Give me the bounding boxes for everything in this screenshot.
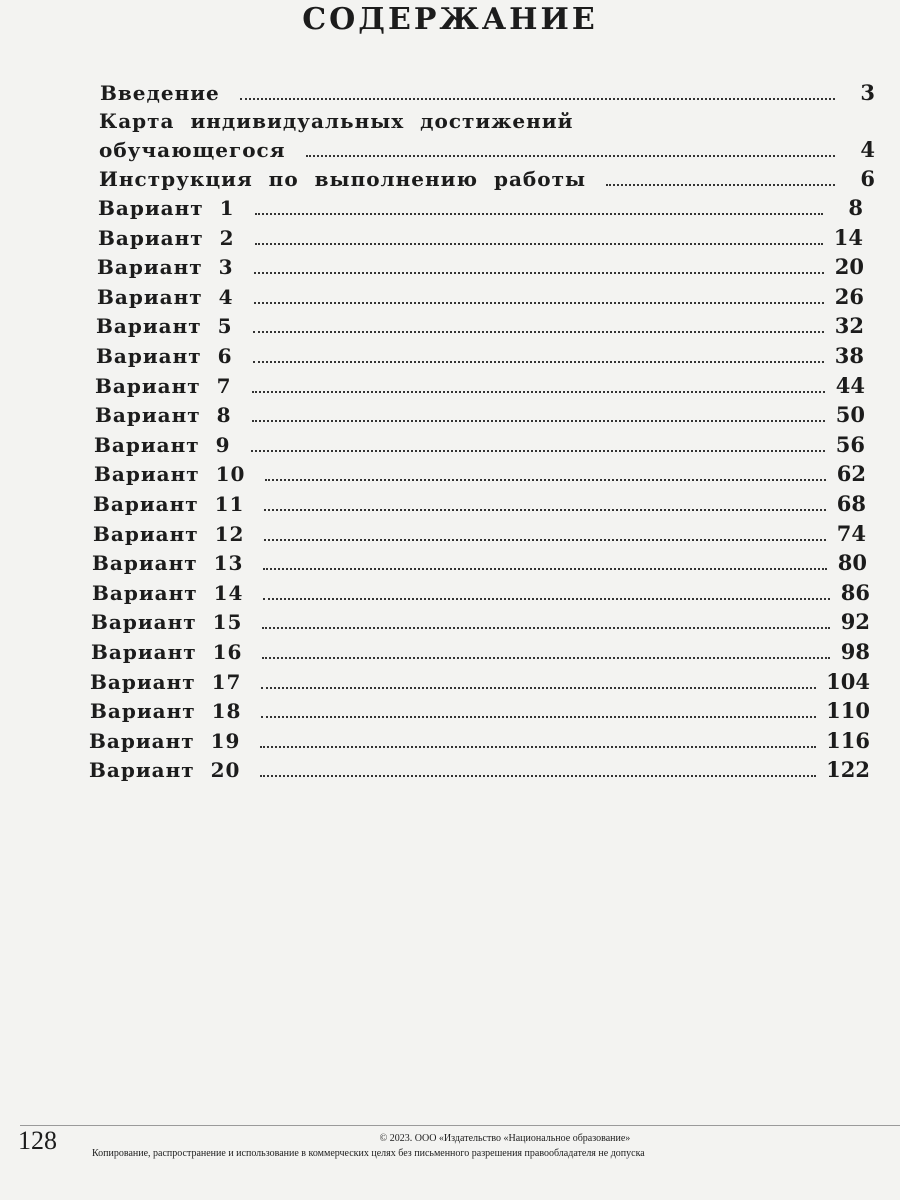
dot-leader [265, 479, 826, 481]
toc-entry[interactable] [91, 639, 870, 664]
toc-entry-page: 4 [860, 137, 875, 162]
dot-leader [264, 539, 826, 541]
toc-entry-label: Вариант 10 [94, 462, 246, 487]
toc-entry[interactable] [90, 698, 870, 723]
toc-entry[interactable] [96, 313, 864, 338]
toc-entry-page: 62 [836, 461, 866, 487]
toc-entry-label: Вариант 4 [97, 284, 234, 309]
toc-entry-label: Карта индивидуальных достижений [99, 109, 574, 133]
dot-leader [255, 213, 823, 215]
dot-leader [252, 420, 825, 422]
toc-entry-page: 6 [860, 166, 875, 191]
toc-entry-label: Вариант 2 [98, 225, 235, 250]
dot-leader [240, 98, 835, 100]
toc-entry-label: Инструкция по выполнению работы [99, 167, 587, 191]
toc-entry-page: 44 [835, 372, 865, 398]
toc-entry-label: Вариант 15 [91, 610, 243, 635]
toc-entry-page: 3 [860, 80, 875, 105]
toc-entry[interactable] [89, 728, 870, 753]
toc-entry-page: 68 [836, 491, 866, 516]
toc-entry-page: 20 [834, 254, 864, 280]
toc-entry-label: Вариант 7 [95, 373, 232, 398]
dot-leader [263, 568, 827, 570]
dot-leader [262, 657, 830, 659]
dot-leader [260, 746, 816, 748]
legal-notice: Копирование, распространение и использование в коммерческих целях без письменного разрешения правообладателя не допуска [92, 1148, 645, 1159]
dot-leader [262, 627, 830, 629]
dot-leader [254, 302, 824, 304]
toc-entry[interactable] [92, 580, 870, 605]
toc-entry-page: 8 [848, 195, 863, 220]
dot-leader [260, 775, 816, 777]
toc-entry[interactable] [94, 461, 866, 486]
toc-entry-label: Вариант 9 [94, 432, 231, 457]
toc-entry[interactable] [99, 166, 875, 191]
toc-entry-label-line [99, 109, 573, 133]
toc-entry-label: Вариант 16 [91, 640, 243, 664]
toc-entry-page: 110 [826, 698, 870, 724]
toc-entry[interactable] [99, 137, 875, 162]
toc-entry-label: Вариант 17 [90, 669, 242, 694]
dot-leader [255, 243, 823, 245]
toc-entry-page: 38 [834, 343, 864, 368]
dot-leader [261, 716, 816, 718]
toc-entry[interactable] [98, 225, 863, 250]
toc-entry-label: Введение [100, 81, 220, 105]
copyright-notice: © 2023. ООО «Издательство «Национальное образование» [379, 1133, 631, 1144]
dot-leader [263, 598, 830, 600]
toc-entry-label: Вариант 19 [89, 728, 241, 753]
toc-entry[interactable] [93, 491, 866, 516]
toc-entry[interactable] [94, 432, 865, 457]
toc-entry-label: Вариант 18 [90, 699, 242, 724]
dot-leader [606, 184, 835, 186]
toc-entry[interactable] [93, 521, 866, 546]
toc-entry-label: Вариант 13 [92, 551, 244, 576]
toc-entry-page: 122 [826, 757, 870, 783]
dot-leader [306, 155, 835, 157]
dot-leader [261, 687, 816, 689]
dot-leader [252, 391, 825, 393]
toc-entry[interactable] [97, 254, 864, 279]
toc-entry[interactable] [92, 550, 867, 575]
toc-entry-page: 32 [834, 313, 864, 339]
toc-entry-page: 104 [826, 668, 870, 694]
toc-entry-page: 56 [835, 431, 865, 457]
toc-entry[interactable] [90, 669, 870, 694]
toc-entry-page: 74 [836, 520, 866, 546]
toc-entry-page: 50 [835, 402, 865, 428]
toc-entry-label: Вариант 12 [93, 521, 245, 546]
toc-entry-page: 14 [833, 224, 863, 250]
toc-entry-label: Вариант 3 [97, 255, 234, 280]
toc-entry[interactable] [96, 343, 864, 368]
toc-entry-label: Вариант 8 [95, 403, 232, 428]
toc-entry-label: обучающегося [99, 138, 286, 162]
page-title: СОДЕРЖАНИЕ [302, 2, 598, 37]
toc-entry-page: 92 [840, 609, 870, 635]
toc-entry[interactable] [100, 80, 875, 105]
toc-entry-page: 86 [840, 579, 870, 605]
footer-divider [20, 1125, 900, 1126]
dot-leader [254, 272, 824, 274]
dot-leader [264, 509, 826, 511]
toc-entry-label: Вариант 5 [96, 314, 233, 339]
dot-leader [251, 450, 825, 452]
toc-entry[interactable] [97, 284, 864, 309]
dot-leader [253, 361, 824, 363]
toc-entry-label: Вариант 1 [98, 196, 235, 220]
toc-entry-label: Вариант 6 [96, 344, 233, 368]
toc-entry[interactable] [95, 373, 865, 398]
toc-entry[interactable] [91, 609, 870, 634]
toc-entry[interactable] [89, 757, 870, 782]
toc-entry-page: 80 [837, 550, 867, 576]
toc-entry-page: 116 [826, 727, 870, 753]
toc-entry-label: Вариант 14 [92, 580, 244, 605]
dot-leader [253, 331, 824, 333]
toc-entry-label: Вариант 20 [89, 758, 241, 783]
toc-entry[interactable] [95, 402, 865, 427]
page-number: 128 [18, 1126, 57, 1155]
toc-entry-label: Вариант 11 [93, 492, 245, 516]
toc-entry-page: 26 [834, 283, 864, 309]
toc-entry[interactable] [98, 195, 863, 220]
toc-entry-page: 98 [840, 639, 870, 664]
